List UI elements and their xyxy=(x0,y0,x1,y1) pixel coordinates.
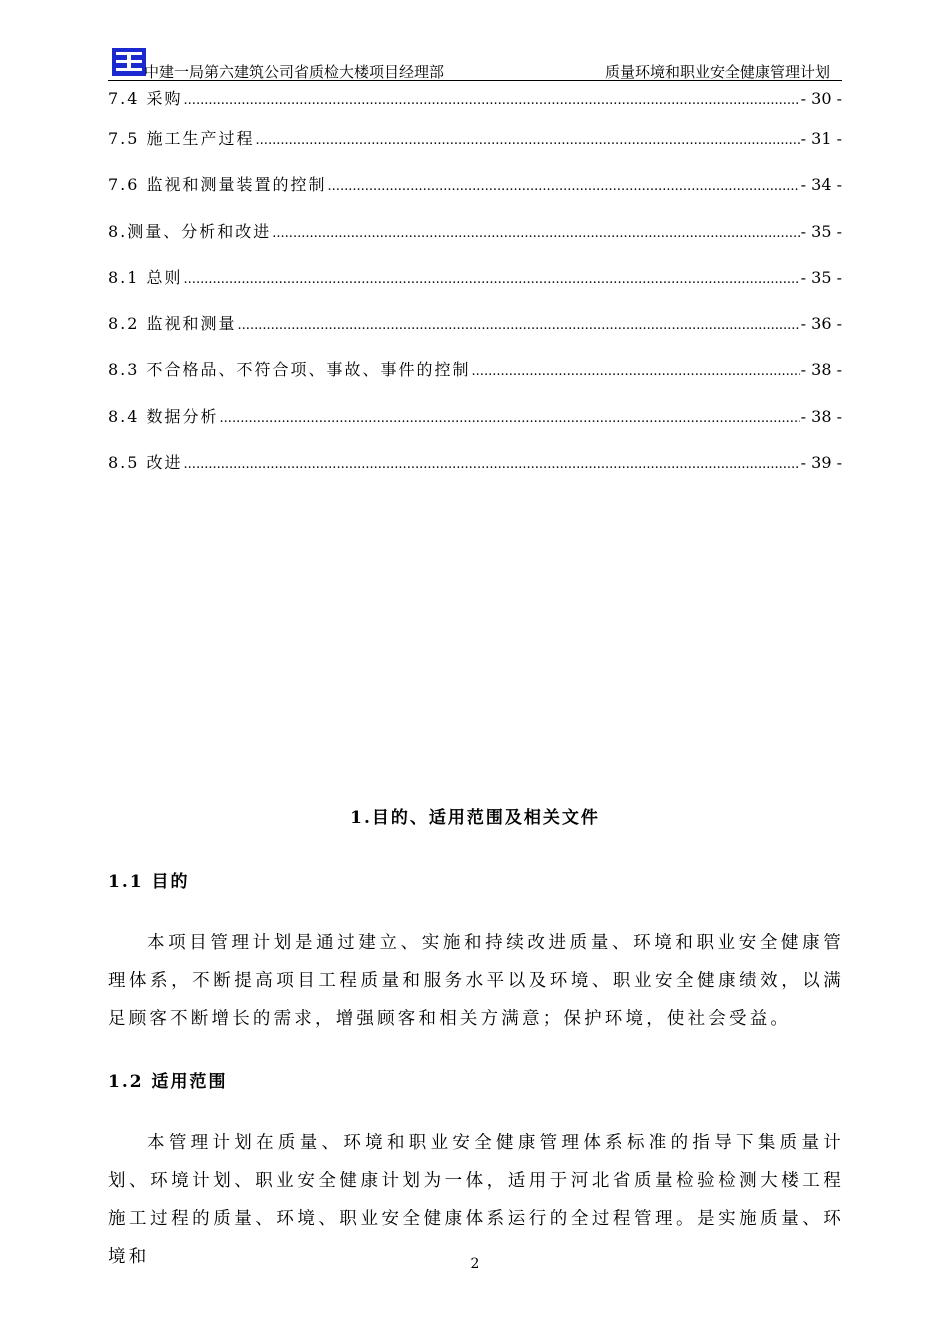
toc-leader-dots xyxy=(328,179,800,194)
toc-entry-title: 8.测量、分析和改进 xyxy=(108,221,272,241)
section-heading: 1.目的、适用范围及相关文件 xyxy=(350,808,600,828)
toc-leader-dots xyxy=(256,133,800,148)
toc-leader-dots xyxy=(272,226,799,241)
page-number: 2 xyxy=(470,1256,480,1272)
toc-leader-dots xyxy=(184,272,800,287)
toc-entry-page: - 34 - xyxy=(800,175,842,195)
toc-entry[interactable] xyxy=(108,357,842,403)
page-header xyxy=(108,48,842,81)
toc-entry[interactable] xyxy=(108,311,842,357)
header-left-text: 中建一局第六建筑公司省质检大楼项目经理部 xyxy=(144,63,445,81)
header-right-text: 质量环境和职业安全健康管理计划 xyxy=(604,63,830,81)
toc-entry[interactable] xyxy=(108,86,842,126)
toc-entry-title: 8.3 不合格品、不符合项、事故、事件的控制 xyxy=(108,360,471,380)
toc-entry-page: - 38 - xyxy=(800,360,842,380)
toc-entry[interactable] xyxy=(108,219,842,265)
toc-entry-title: 7.6 监视和测量装置的控制 xyxy=(108,175,327,195)
toc-entry-page: - 36 - xyxy=(800,314,842,334)
table-of-contents xyxy=(108,86,842,496)
subsection-heading-purpose: 1.1 目的 xyxy=(108,872,190,892)
toc-entry-page: - 35 - xyxy=(800,221,842,241)
toc-leader-dots xyxy=(220,411,800,426)
toc-entry-title: 8.2 监视和测量 xyxy=(108,314,237,334)
company-logo-icon xyxy=(112,48,146,76)
toc-entry[interactable] xyxy=(108,126,842,172)
toc-entry-page: - 35 - xyxy=(800,267,842,287)
toc-entry[interactable] xyxy=(108,404,842,450)
toc-entry-page: - 39 - xyxy=(800,453,842,473)
paragraph-scope: 本管理计划在质量、环境和职业安全健康管理体系标准的指导下集质量计划、环境计划、职业安全健康计划为一体，适用于河北省质量检验检测大楼工程施工过程的质量、环境、职业安全健康体系运行的全过程管理。是实施质量、环境和 xyxy=(108,1133,844,1267)
toc-entry-title: 8.1 总则 xyxy=(108,267,183,287)
toc-entry-title: 8.4 数据分析 xyxy=(108,406,219,426)
toc-leader-dots xyxy=(238,318,800,333)
paragraph-purpose: 本项目管理计划是通过建立、实施和持续改进质量、环境和职业安全健康管理体系，不断提高项目工程质量和服务水平以及环境、职业安全健康绩效，以满足顾客不断增长的需求，增强顾客和相关方满意；保护环境，使社会受益。 xyxy=(108,933,844,1029)
toc-entry-page: - 38 - xyxy=(800,406,842,426)
toc-entry-title: 7.4 采购 xyxy=(108,89,183,108)
toc-entry[interactable] xyxy=(108,450,842,496)
toc-entry[interactable] xyxy=(108,172,842,218)
subsection-heading-scope: 1.2 适用范围 xyxy=(108,1072,228,1092)
toc-entry-title: 7.5 施工生产过程 xyxy=(108,129,255,148)
toc-entry-page: - 30 - xyxy=(800,89,842,108)
toc-entry-title: 8.5 改进 xyxy=(108,453,183,473)
toc-leader-dots xyxy=(472,364,800,379)
toc-entry-page: - 31 - xyxy=(800,129,842,148)
toc-leader-dots xyxy=(184,93,800,108)
toc-entry[interactable] xyxy=(108,265,842,311)
toc-leader-dots xyxy=(184,457,800,472)
